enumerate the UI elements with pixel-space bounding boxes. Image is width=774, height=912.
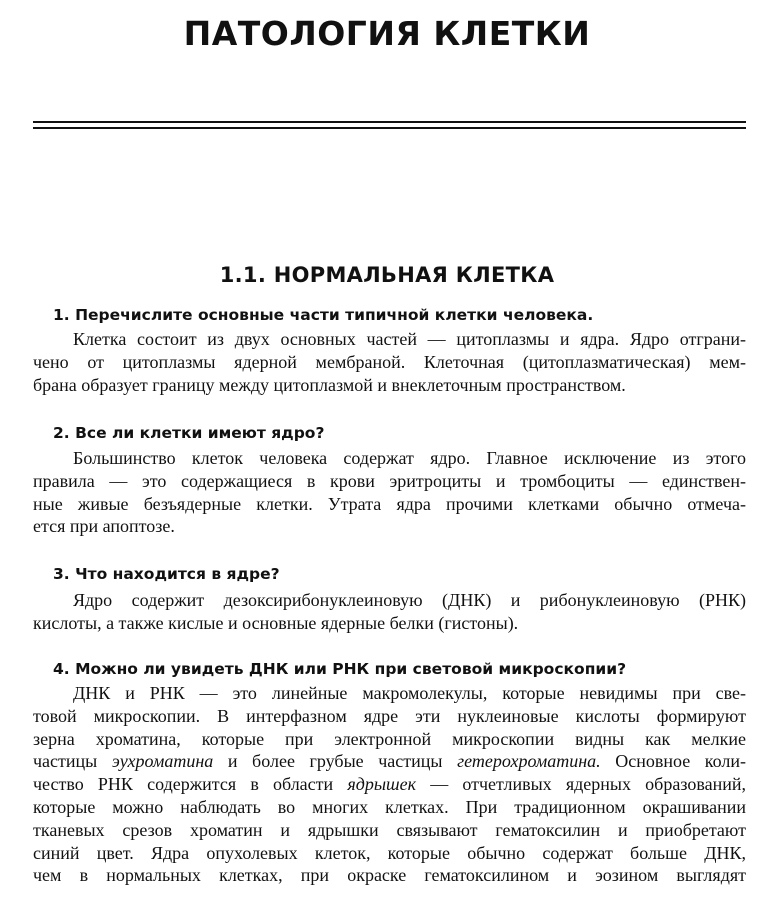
answer-3-line: кислоты, а также кислые и основные ядерные белки (гистоны). <box>33 612 519 633</box>
question-1: 1. Перечислите основные части типичной клетки человека. <box>53 306 594 324</box>
answer-3 <box>33 589 746 635</box>
term-heterochromatin: гетерохроматина. <box>457 751 601 772</box>
answer-4-line: тканевых срезов хроматин и ядрышки связывают гематоксилин и приобретают <box>33 819 746 840</box>
answer-2 <box>33 447 746 538</box>
title-divider-bottom <box>33 127 746 129</box>
chapter-title: ПАТОЛОГИЯ КЛЕТКИ <box>183 14 591 53</box>
answer-1-line: брана образует границу между цитоплазмой и внеклеточным пространством. <box>33 374 626 395</box>
answer-4-line <box>33 773 746 796</box>
answer-4 <box>33 682 746 887</box>
question-2: 2. Все ли клетки имеют ядро? <box>53 424 325 442</box>
answer-4-line: которые можно наблюдать во многих клетках. При традиционном окрашивании <box>33 796 746 817</box>
question-3: 3. Что находится в ядре? <box>53 565 280 583</box>
answer-4-line: чем в нормальных клетках, при окраске гематоксилином и эозином выглядят <box>33 865 746 886</box>
answer-4-line: товой микроскопии. В интерфазном ядре эти нуклеиновые кислоты формируют <box>33 705 746 726</box>
answer-2-line: правила — это содержащиеся в крови эритроциты и тромбоциты — единствен- <box>33 470 746 491</box>
term-nucleoli: ядрышек <box>347 774 417 795</box>
question-4: 4. Можно ли увидеть ДНК или РНК при световой микроскопии? <box>53 660 627 678</box>
answer-4-line: синий цвет. Ядра опухолевых клеток, которые обычно содержат больше ДНК, <box>33 842 746 863</box>
answer-2-line: Большинство клеток человека содержат ядро. Главное исключение из этого <box>73 448 746 468</box>
text-fragment: и более грубые частицы <box>213 751 458 772</box>
section-title: 1.1. НОРМАЛЬНАЯ КЛЕТКА <box>219 263 555 287</box>
answer-1 <box>33 328 746 396</box>
text-fragment: — отчетливых ядерных образований, <box>416 774 746 795</box>
text-fragment: частицы <box>33 751 112 772</box>
answer-2-line: ется при апоптозе. <box>33 516 175 537</box>
title-divider-top <box>33 121 746 123</box>
term-euchromatin: эухроматина <box>111 751 214 772</box>
answer-3-line: Ядро содержит дезоксирибонуклеиновую (ДНК) и рибонуклеиновую (РНК) <box>73 590 746 610</box>
answer-2-line: ные живые безъядерные клетки. Утрата ядра прочими клетками обычно отмеча- <box>33 493 746 514</box>
answer-4-line: ДНК и РНК — это линейные макромолекулы, которые невидимы при све- <box>73 683 746 703</box>
answer-1-line: Клетка состоит из двух основных частей — цитоплазмы и ядра. Ядро отграни- <box>73 329 746 349</box>
text-fragment: чество РНК содержится в области <box>33 774 348 795</box>
text-fragment: Основное коли- <box>600 751 747 772</box>
answer-4-line: зерна хроматина, которые при электронной микроскопии видны как мелкие <box>33 728 746 749</box>
answer-1-line: чено от цитоплазмы ядерной мембраной. Клеточная (цитоплазматическая) мем- <box>33 351 746 372</box>
answer-4-line <box>33 750 746 773</box>
